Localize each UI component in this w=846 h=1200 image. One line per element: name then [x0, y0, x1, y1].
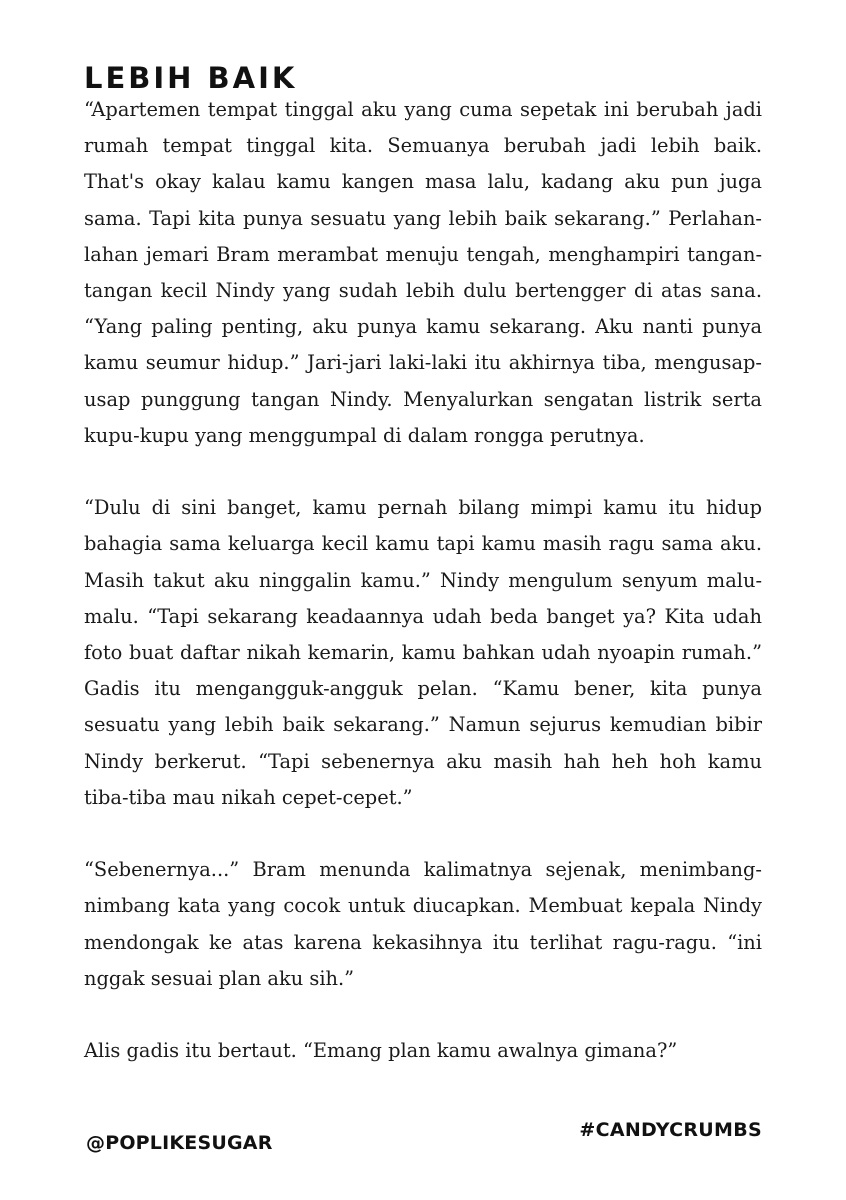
hashtag-label: #CANDYCRUMBS	[579, 1119, 762, 1141]
paragraph-2: “Dulu di sini banget, kamu pernah bilang mimpi kamu itu hidup bahagia sama keluarga kecil kamu tapi kamu masih ragu sama aku. Masih takut aku ninggalin kamu.” Nindy mengulum senyum malu-malu. “Tapi sekarang keadaannya udah beda banget ya? Kita udah foto buat daftar nikah kemarin, kamu bahkan udah nyoapin rumah.” Gadis itu mengangguk-angguk pelan. “Kamu bener, kita punya sesuatu yang lebih baik sekarang.” Namun sejurus kemudian bibir Nindy berkerut. “Tapi sebenernya aku masih hah heh hoh kamu tiba-tiba mau nikah cepet-cepet.”	[84, 496, 762, 809]
paragraph-4: Alis gadis itu bertaut. “Emang plan kamu awalnya gimana?”	[84, 1039, 678, 1063]
paragraph-1: “Apartemen tempat tinggal aku yang cuma sepetak ini berubah jadi rumah tempat tinggal kita. Semuanya berubah jadi lebih baik. That's okay kalau kamu kangen masa lalu, kadang aku pun juga sama. Tapi kita punya sesuatu yang lebih baik sekarang.” Perlahan-lahan jemari Bram merambat menuju tengah, menghampiri tangan-tangan kecil Nindy yang sudah lebih dulu bertengger di atas sana. “Yang paling penting, aku punya kamu sekarang. Aku nanti punya kamu seumur hidup.” Jari-jari laki-laki itu akhirnya tiba, mengusap-usap punggung tangan Nindy. Menyalurkan sengatan listrik serta kupu-kupu yang menggumpal di dalam rongga perutnya.	[84, 98, 762, 447]
paragraph-3: “Sebenernya...” Bram menunda kalimatnya sejenak, menimbang-nimbang kata yang cocok untuk diucapkan. Membuat kepala Nindy mendongak ke atas karena kekasihnya itu terlihat ragu-ragu. “ini nggak sesuai plan aku sih.”	[84, 858, 762, 990]
story-body	[84, 92, 762, 1069]
page-title: LEBIH BAIK	[84, 61, 298, 95]
author-handle: @POPLIKESUGAR	[86, 1132, 273, 1154]
